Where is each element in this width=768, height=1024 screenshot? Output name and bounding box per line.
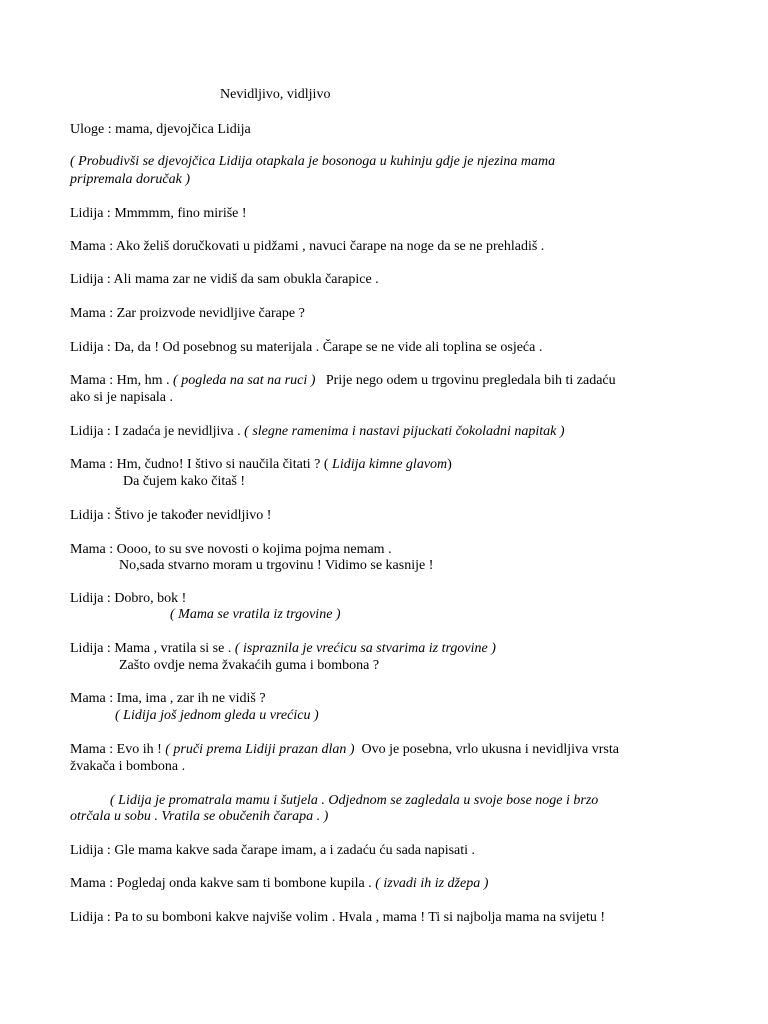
dialogue-line-13: Mama : Ima, ima , zar ih ne vidiš ? [70, 691, 266, 706]
dialogue-line-09: Lidija : Štivo je također nevidljivo ! [70, 508, 272, 523]
stage-direction-13: ( Lidija još jednom gleda u vrećicu ) [115, 708, 319, 723]
stage-direction: Lidija kimne glavom [332, 457, 448, 472]
dialogue-text: Mama : Evo ih ! [70, 742, 162, 757]
stage-direction: ( pruči prema Lidiji prazan dlan ) [165, 742, 355, 757]
stage-direction-11: ( Mama se vratila iz trgovine ) [170, 607, 341, 622]
dialogue-text: ) [447, 457, 452, 472]
dialogue-line-06 [70, 372, 616, 389]
stage-direction-15-line2: otrčala u sobu . Vratila se obučenih čarapa . ) [70, 809, 329, 824]
dialogue-line-04: Mama : Zar proizvode nevidljive čarape ? [70, 306, 305, 321]
dialogue-line-12-continuation: Zašto ovdje nema žvakaćih guma i bombona ? [119, 658, 380, 673]
dialogue-line-11: Lidija : Dobro, bok ! [70, 591, 187, 606]
dialogue-line-18: Lidija : Pa to su bomboni kakve najviše volim . Hvala , mama ! Ti si najbolja mama na svijetu ! [70, 910, 606, 925]
intro-stage-direction-line1: ( Probudivši se djevojčica Lidija otapkala je bosonoga u kuhinju gdje je njezina mama [70, 154, 556, 169]
dialogue-text: Mama : Pogledaj onda kakve sam ti bombone kupila . [70, 876, 372, 891]
dialogue-line-06-continuation: ako si je napisala . [70, 390, 174, 405]
dialogue-text: Lidija : I zadaća je nevidljiva . [70, 424, 241, 439]
dialogue-line-02: Mama : Ako želiš doručkovati u pidžami , navuci čarape na noge da se ne prehladiš . [70, 239, 545, 254]
stage-direction-15-line1: ( Lidija je promatrala mamu i šutjela . Odjednom se zagledala u svoje bose noge i brzo [110, 793, 599, 808]
stage-direction: ( slegne ramenima i nastavi pijuckati čokoladni napitak ) [244, 424, 565, 439]
dialogue-line-03: Lidija : Ali mama zar ne vidiš da sam obukla čarapice . [70, 272, 379, 287]
stage-direction: ( izvadi ih iz džepa ) [375, 876, 489, 891]
dialogue-line-01: Lidija : Mmmmm, fino miriše ! [70, 206, 247, 221]
dialogue-line-08 [70, 456, 452, 473]
stage-direction: ( ispraznila je vrećicu sa stvarima iz trgovine ) [234, 641, 496, 656]
document-title: Nevidljivo, vidljivo [220, 87, 331, 102]
roles-line: Uloge : mama, djevojčica Lidija [70, 122, 251, 137]
stage-direction: ( pogleda na sat na ruci ) [173, 373, 316, 388]
dialogue-line-07 [70, 423, 565, 440]
dialogue-line-14-continuation: žvakača i bombona . [70, 759, 186, 774]
dialogue-text: Lidija : Mama , vratila si se . [70, 641, 232, 656]
dialogue-text: Mama : Hm, čudno! I štivo si naučila čitati ? ( [70, 457, 329, 472]
dialogue-line-17 [70, 875, 488, 892]
dialogue-line-08-continuation: Da čujem kako čitaš ! [123, 474, 246, 489]
dialogue-text: Prije nego odem u trgovinu pregledala bih ti zadaću [325, 373, 616, 388]
dialogue-line-10-continuation: No,sada stvarno moram u trgovinu ! Vidimo se kasnije ! [119, 558, 434, 573]
dialogue-line-12 [70, 640, 496, 657]
dialogue-line-14 [70, 741, 619, 758]
dialogue-line-16: Lidija : Gle mama kakve sada čarape imam, a i zadaću ću sada napisati . [70, 843, 476, 858]
dialogue-text: Mama : Hm, hm . [70, 373, 170, 388]
dialogue-text: Ovo je posebna, vrlo ukusna i nevidljiva vrsta [361, 742, 619, 757]
dialogue-line-10: Mama : Oooo, to su sve novosti o kojima pojma nemam . [70, 542, 392, 557]
intro-stage-direction-line2: pripremala doručak ) [70, 172, 191, 187]
dialogue-line-05: Lidija : Da, da ! Od posebnog su materijala . Čarape se ne vide ali toplina se osjeća . [70, 340, 543, 355]
